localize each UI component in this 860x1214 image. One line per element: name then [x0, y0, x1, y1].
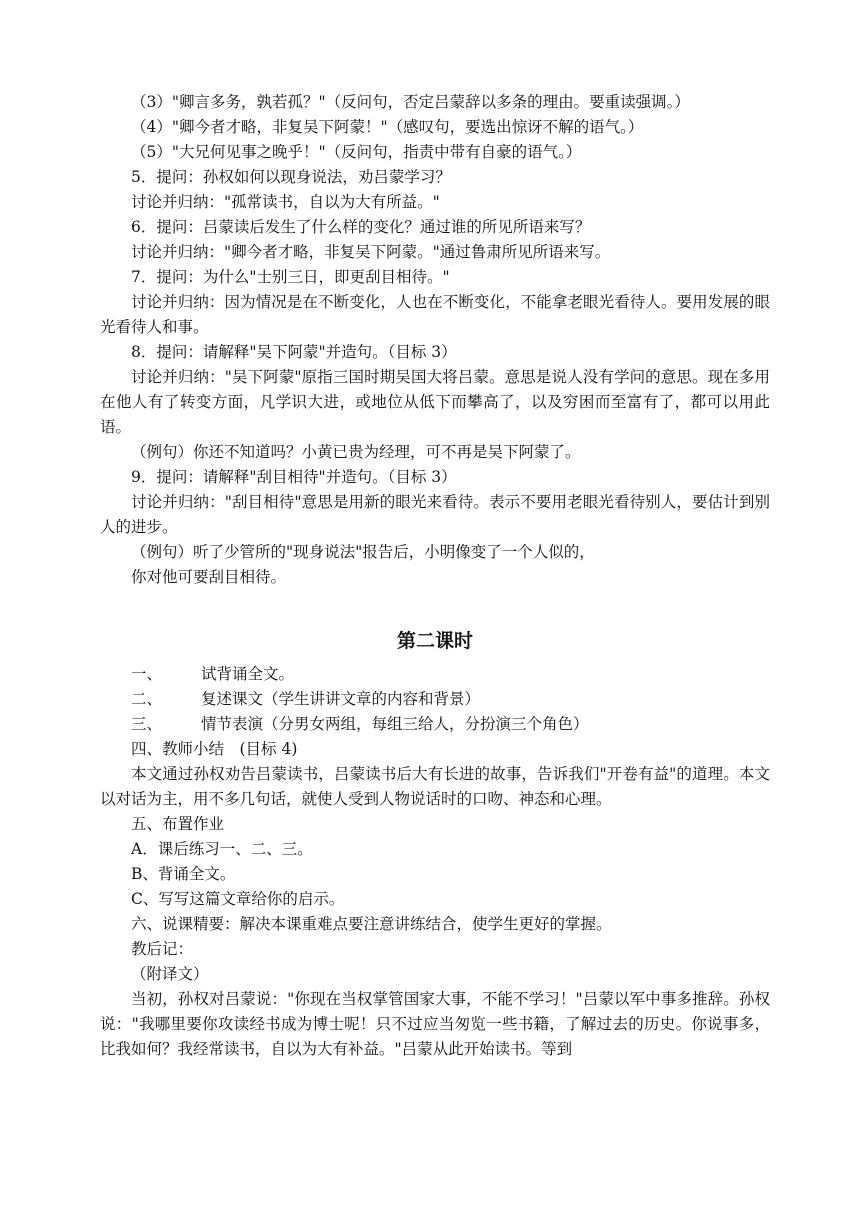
question-6: 6．提问：吕蒙读后发生了什么样的变化？通过谁的所见所语来写？: [131, 218, 591, 236]
item-text: 情节表演（分男女两组，每组三给人，分扮演三个角色）: [201, 715, 589, 733]
item-number: 二、: [131, 690, 163, 708]
homework-a: A．课后练习一、二、三。: [131, 840, 313, 858]
paragraph-exclamation-4: （4）"卿今者才略，非复吴下阿蒙！"（感叹句，要选出惊讶不解的语气。）: [131, 118, 644, 136]
lesson-essentials: 六、说课精要：解决本课重难点要注意讲练结合，使学生更好的掌握。: [131, 915, 612, 933]
example-sentence-9-continued: 你对他可要刮目相待。: [131, 568, 287, 586]
post-lesson-notes: 教后记：: [131, 940, 194, 958]
numbered-item-2: [100, 687, 770, 712]
answer-7: 讨论并归纳：因为情况是在不断变化，人也在不断变化，不能拿老眼光看待人。要用发展的眼光看待人和事。: [100, 293, 770, 336]
teacher-summary-text: 本文通过孙权劝告吕蒙读书，吕蒙读书后大有长进的故事，告诉我们"开卷有益"的道理。本文以对话为主，用不多几句话，就使人受到人物说话时的口吻、神态和心理。: [100, 765, 770, 808]
document-page: [100, 90, 770, 1062]
paragraph-rhetorical-question-3: （3）"卿言多务，孰若孤？"（反问句，否定吕蒙辞以多条的理由。要重读强调。）: [131, 93, 690, 111]
homework-b: B、背诵全文。: [131, 865, 236, 883]
item-text: 试背诵全文。: [201, 665, 295, 683]
answer-6: 讨论并归纳："卿今者才略，非复吴下阿蒙。"通过鲁肃所见所语来写。: [131, 243, 611, 261]
lesson-two-section: [100, 662, 770, 1062]
lesson-one-section: [100, 90, 770, 590]
teacher-summary-heading: 四、教师小结 (目标 4): [131, 740, 298, 758]
question-9: 9．提问：请解释"刮目相待"并造句。（目标 3）: [131, 468, 457, 486]
question-8: 8．提问：请解释"吴下阿蒙"并造句。（目标 3）: [131, 343, 457, 361]
homework-heading: 五、布置作业: [131, 815, 225, 833]
paragraph-rhetorical-question-5: （5）"大兄何见事之晚乎！"（反问句，指责中带有自豪的语气。）: [131, 143, 582, 161]
example-sentence-9: （例句）听了少管所的"现身说法"报告后，小明像变了一个人似的，: [131, 543, 595, 561]
section-heading: 第二课时: [396, 630, 473, 652]
example-sentence-8: （例句）你还不知道吗？小黄已贵为经理，可不再是吴下阿蒙了。: [131, 443, 581, 461]
item-number: 三、: [131, 715, 163, 733]
numbered-item-3: [100, 712, 770, 737]
item-number: 一、: [131, 665, 163, 683]
numbered-item-1: [100, 662, 770, 687]
translation-text: 当初，孙权对吕蒙说："你现在当权掌管国家大事，不能不学习！"吕蒙以军中事多推辞。孙权说："我哪里要你攻读经书成为博士呢！只不过应当匆览一些书籍，了解过去的历史。你说事多，比我如何？我经常读书，自以为大有补益。"吕蒙从此开始读书。等到: [100, 990, 770, 1058]
answer-8: 讨论并归纳："吴下阿蒙"原指三国时期吴国大将吕蒙。意思是说人没有学问的意思。现在多用在他人有了转变方面，凡学识大进，或地位从低下而攀高了，以及穷困而至富有了，都可以用此语。: [100, 368, 770, 436]
answer-9: 讨论并归纳："刮目相待"意思是用新的眼光来看待。表示不要用老眼光看待别人，要估计到别人的进步。: [100, 493, 770, 536]
item-text: 复述课文（学生讲讲文章的内容和背景）: [201, 690, 481, 708]
question-7: 7．提问：为什么"士别三日，即更刮目相待。": [131, 268, 450, 286]
homework-c: C、写写这篇文章给你的启示。: [131, 890, 345, 908]
question-5: 5．提问：孙权如何以现身说法，劝吕蒙学习？: [131, 168, 451, 186]
answer-5: 讨论并归纳："孤常读书，自以为大有所益。": [131, 193, 440, 211]
translation-heading: （附译文）: [131, 965, 209, 983]
